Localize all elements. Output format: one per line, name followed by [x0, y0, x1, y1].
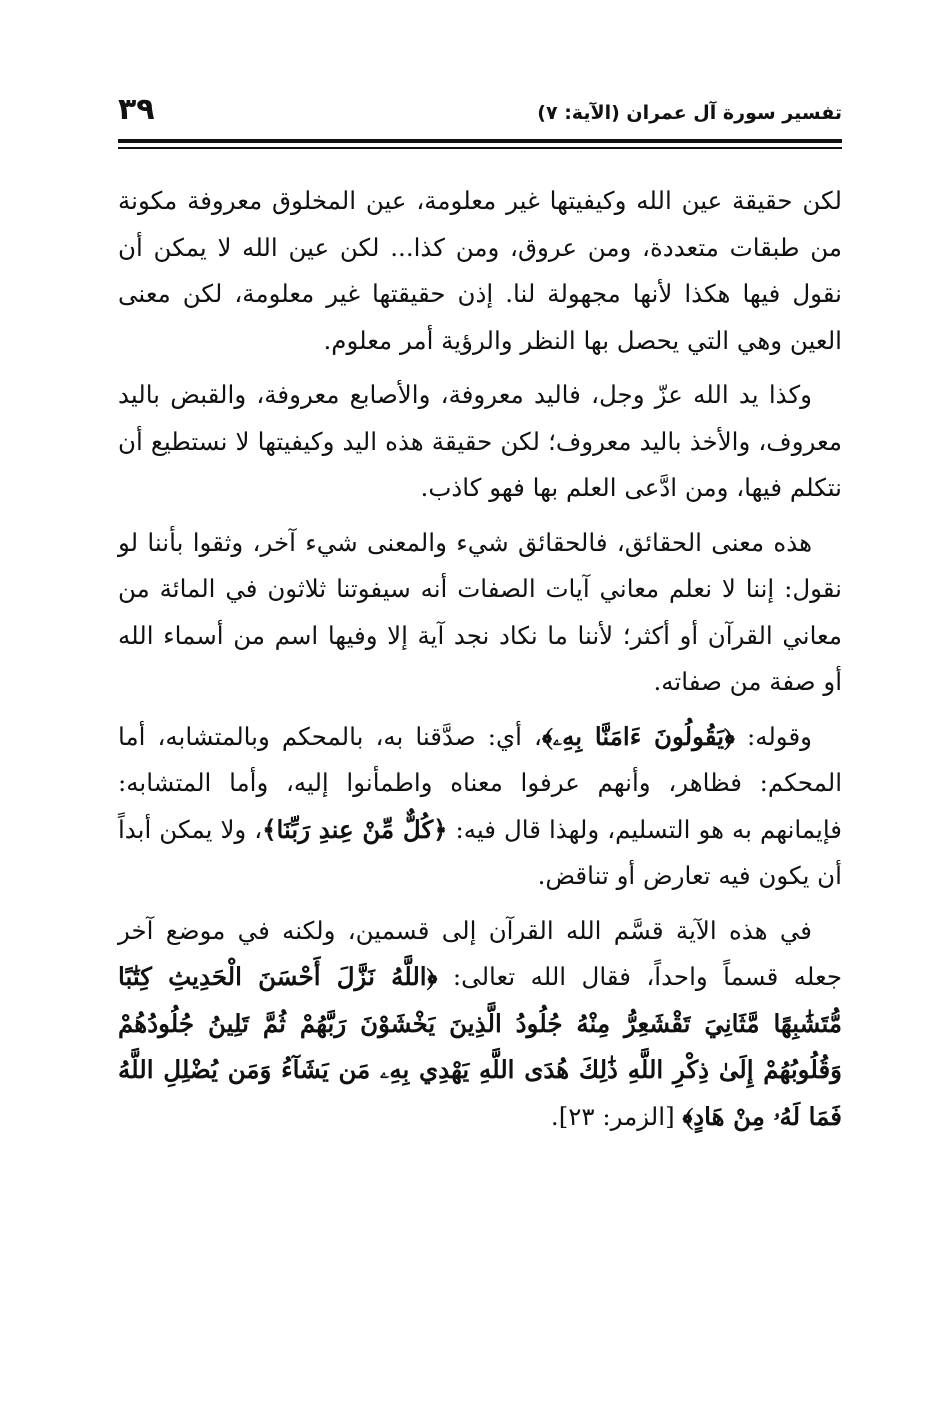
paragraph-4-explanation: ، أي: صدَّقنا به، بالمحكم وبالمتشابه، أما المحكم: فظاهر، وأنهم عرفوا معناه واطمأنوا إليه، وأما المتشابه: فإيمانهم به هو التسليم، ولهذا قال فيه:	[118, 721, 843, 844]
paragraph-1: لكن حقيقة عين الله وكيفيتها غير معلومة، عين المخلوق معروفة مكونة من طبقات متعددة، ومن عروق، ومن كذا... لكن عين الله لا يمكن أن نقول فيها هكذا لأنها مجهولة لنا. إذن حقيقتها غير معلومة، لكن معنى العين وهي التي يحصل بها النظر والرؤية أمر معلوم.	[118, 186, 842, 355]
quran-quote-zumar-23: ﴿اللَّهُ نَزَّلَ أَحْسَنَ الْحَدِيثِ كِتَٰبًا مُّتَشَٰبِهًا مَّثَانِيَ تَقْشَعِرُّ مِنْهُ جُلُودُ الَّذِينَ يَخْشَوْنَ رَبَّهُمْ ثُمَّ تَلِينُ جُلُودُهُمْ وَقُلُوبُهُمْ إِلَىٰ ذِكْرِ اللَّهِ ذَٰلِكَ هُدَى اللَّهِ يَهْدِي بِهِۦ مَن يَشَآءُ وَمَن يُضْلِلِ اللَّهُ فَمَا لَهُۥ مِنْ هَادٍ﴾	[118, 962, 842, 1131]
paragraph-4-conclusion: ، ولا يمكن أبداً أن يكون فيه تعارض أو تناقض.	[118, 814, 842, 890]
paragraph-4-intro: وقوله:	[734, 721, 813, 751]
quran-quote-yaqulun: ﴿يَقُولُونَ ءَامَنَّا بِهِۦ﴾	[541, 721, 735, 751]
body-text	[118, 178, 842, 1148]
header-rule-thick	[118, 139, 842, 143]
running-title: تفسير سورة آل عمران (الآية: ٧)	[537, 102, 842, 124]
quran-quote-kullun: ﴿كُلٌّ مِّنْ عِندِ رَبِّنَا﴾	[262, 814, 448, 844]
quran-reference: [الزمر: ٢٣].	[550, 1101, 683, 1131]
paragraph-2: وكذا يد الله عزّ وجل، فاليد معروفة، والأصابع معروفة، والقبض باليد معروف، والأخذ باليد معروف؛ لكن حقيقة هذه اليد وكيفيتها لا نستطيع أن نتكلم فيها، ومن ادَّعى العلم بها فهو كاذب.	[118, 380, 842, 502]
paragraph-5-intro: في هذه الآية قسَّم الله القرآن إلى قسمين، ولكنه في موضع آخر جعله قسماً واحداً، فقال الله تعالى:	[118, 915, 843, 991]
header-rule-thin	[118, 147, 842, 149]
paragraph-4	[118, 714, 842, 900]
paragraph-3: هذه معنى الحقائق، فالحقائق شيء والمعنى شيء آخر، وثقوا بأننا لو نقول: إننا لا نعلم معاني آيات الصفات أنه سيفوتنا ثلاثون في المائة من معاني القرآن أو أكثر؛ لأننا ما نكاد نجد آية إلا وفيها اسم من أسماء الله أو صفة من صفاته.	[118, 527, 842, 696]
page-header	[118, 92, 842, 138]
paragraph-5	[118, 908, 842, 1141]
page-number: ٣٩	[118, 92, 155, 127]
